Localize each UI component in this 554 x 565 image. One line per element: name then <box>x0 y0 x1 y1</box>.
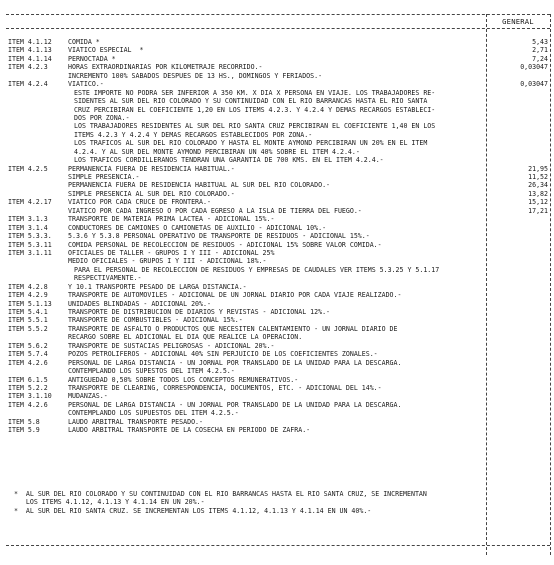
table-row <box>8 300 552 308</box>
item-code: ITEM 4.2.9 <box>8 291 48 300</box>
item-value: 2,71 <box>532 46 548 55</box>
item-description: DOS POR ZONA.- <box>74 113 130 122</box>
item-description: TRANSPORTE DE SUSTACIAS PELIGROSAS - ADICIONAL 20%.- <box>68 341 275 350</box>
item-code: ITEM 5.2.2 <box>8 383 48 392</box>
item-description: PERMANENCIA FUERA DE RESIDENCIA HABITUAL AL SUR DEL RIO COLORADO.- <box>68 181 331 190</box>
item-code: ITEM 5.4.1 <box>8 308 48 316</box>
table-row <box>8 215 552 223</box>
table-row <box>8 359 552 367</box>
item-description: POZOS PETROLIFEROS - ADICIONAL 40% SIN PERJUICIO DE LOS COEFICIENTES ZONALES.- <box>68 350 378 359</box>
table-row <box>8 232 552 240</box>
table-row <box>8 325 552 333</box>
item-description: VIATICO ESPECIAL * <box>68 46 144 55</box>
item-description: SIDENTES AL SUR DEL RIO COLORADO Y SU CONTINUIDAD CON EL RIO BARRANCAS HASTA EL RIO SANTA <box>74 97 428 106</box>
item-code: ITEM 5.1.13 <box>8 299 52 308</box>
item-description: HORAS EXTRAORDINARIAS POR KILOMETRAJE RECORRIDO.- <box>68 63 263 72</box>
item-description: MEDIO OFICIALES - GRUPOS I Y III - ADICIONAL 18%.- <box>68 257 267 266</box>
item-description: RESPECTIVAMENTE.- <box>74 274 142 283</box>
item-code: ITEM 5.7.4 <box>8 350 48 359</box>
item-description: PERMANENCIA FUERA DE RESIDENCIA HABITUAL.- <box>68 164 235 173</box>
table-row <box>8 46 552 54</box>
item-code: ITEM 5.9 <box>8 426 40 435</box>
table-row <box>8 274 552 282</box>
item-code: ITEM 3.1.4 <box>8 223 48 232</box>
item-description: UNIDADES BLINDADAS - ADICIONAL 20%.- <box>68 299 211 308</box>
table-row <box>8 291 552 299</box>
table-row <box>8 367 552 375</box>
item-description: VIATICO.- <box>68 80 104 89</box>
item-code: ITEM 5.6.2 <box>8 341 48 350</box>
item-description: SIMPLE PRESENCIA AL SUR DEL RIO COLORADO.- <box>68 189 235 198</box>
item-description: TRANSPORTE DE COMBUSTIBLES - ADICIONAL 15%.- <box>68 316 243 325</box>
item-description: CONTEMPLANDO LOS SUPUESTOS DEL ITEM 4.2.5.- <box>68 409 239 418</box>
table-row <box>8 72 552 80</box>
table-row <box>8 392 552 400</box>
item-code: ITEM 6.1.5 <box>8 375 48 384</box>
header-rule <box>6 28 550 29</box>
table-row <box>8 131 552 139</box>
table-row <box>8 401 552 409</box>
table-row <box>8 148 552 156</box>
item-description: ESTE IMPORTE NO PODRA SER INFERIOR A 350 KM. X DIA X PERSONA EN VIAJE. LOS TRABAJADORES RE- <box>74 88 436 97</box>
item-description: LOS TRABAJADORES RESIDENTES AL SUR DEL RIO SANTA CRUZ PERCIBIRAN EL COEFICIENTE 1,40 EN LOS <box>74 122 436 131</box>
item-code: ITEM 5.3.3. <box>8 232 52 241</box>
item-code: ITEM 4.2.6 <box>8 400 48 409</box>
table-row <box>8 283 552 291</box>
item-description: TRANSPORTE DE MATERIA PRIMA LACTEA - ADICIONAL 15%.- <box>68 215 275 224</box>
item-description: CONTEMPLANDO LOS SUPESTOS DEL ITEM 4.2.5.- <box>68 367 235 376</box>
item-description: LAUDO ARBITRAL TRANSPORTE PESADO.- <box>68 417 203 426</box>
item-description: TRANSPORTE DE DISTRIBUCION DE DIARIOS Y REVISTAS - ADICIONAL 12%.- <box>68 308 331 316</box>
table-row <box>8 249 552 257</box>
item-description: CONDUCTORES DE CAMIONES O CAMIONETAS DE AUXILIO - ADICIONAL 10%.- <box>68 223 327 232</box>
item-description: TRANSPORTE DE AUTOMOVILES - ADICIONAL DE UN JORNAL DIARIO POR CADA VIAJE REALIZADO.- <box>68 291 402 300</box>
footnote-line: LOS ITEMS 4.1.12, 4.1.13 Y 4.1.14 EN UN 20%.- <box>14 498 205 507</box>
item-description: 5.3.6 Y 5.3.8 PERSONAL OPERATIVO DE TRANSPORTE DE RESIDUOS - ADICIONAL 15%.- <box>68 232 370 241</box>
item-value: 13,82 <box>528 189 548 198</box>
table-row <box>8 190 552 198</box>
footnote-line: * AL SUR DEL RIO COLORADO Y SU CONTINUIDAD CON EL RIO BARRANCAS HASTA EL RIO SANTA CRUZ, SE INCREMENTAN <box>14 490 427 498</box>
table-row <box>8 350 552 358</box>
table-row <box>8 224 552 232</box>
table-row <box>8 198 552 206</box>
item-code: ITEM 3.1.11 <box>8 248 52 257</box>
table-row <box>8 106 552 114</box>
item-description: MUDANZAS.- <box>68 392 108 401</box>
item-code: ITEM 4.2.8 <box>8 282 48 291</box>
item-description: COMIDA * <box>68 38 100 46</box>
item-code: ITEM 4.1.13 <box>8 46 52 55</box>
item-value: 0,03047 <box>520 80 548 89</box>
item-code: ITEM 4.2.4 <box>8 80 48 89</box>
item-value: 7,24 <box>532 54 548 63</box>
table-row <box>8 139 552 147</box>
table-row <box>8 89 552 97</box>
item-value: 5,43 <box>532 38 548 46</box>
item-description: LOS TRAFICOS AL SUR DEL RIO COLORADO Y HASTA EL MONTE AYMOND PERCIBIRAN UN 20% EN EL ITEM <box>74 139 428 148</box>
item-description: PERSONAL DE LARGA DISTANCIA - UN JORNAL POR TRANSLADO DE LA UNIDAD PARA LA DESCARGA. <box>68 400 402 409</box>
item-description: TRANSPORTE DE ASFALTO O PRODUCTOS QUE NECESITEN CALENTAMIENTO - UN JORNAL DIARIO DE <box>68 324 398 333</box>
item-code: ITEM 5.3.11 <box>8 240 52 249</box>
item-code: ITEM 5.8 <box>8 417 40 426</box>
item-value: 15,12 <box>528 198 548 207</box>
table-row <box>8 384 552 392</box>
table-row <box>8 165 552 173</box>
item-description: Y 10.1 TRANSPORTE PESADO DE LARGA DISTANCIA.- <box>68 282 247 291</box>
item-value: 21,95 <box>528 164 548 173</box>
item-description: TRANSPORTE DE CLEARING, CORRESPONDENCIA, DOCUMENTOS, ETC. - ADICIONAL DEL 14%.- <box>68 383 382 392</box>
item-table <box>8 38 552 435</box>
item-code: ITEM 5.5.2 <box>8 324 48 333</box>
item-value: 17,21 <box>528 206 548 215</box>
table-row <box>8 114 552 122</box>
table-row <box>8 63 552 71</box>
item-code: ITEM 4.1.14 <box>8 54 52 63</box>
table-row <box>8 308 552 316</box>
footnotes <box>14 490 544 515</box>
table-row <box>8 418 552 426</box>
table-row <box>8 156 552 164</box>
bottom-rule <box>6 545 550 546</box>
table-row <box>8 207 552 215</box>
table-row <box>8 173 552 181</box>
item-code: ITEM 3.1.10 <box>8 392 52 401</box>
item-description: ANTIGUEDAD 0,50% SOBRE TODOS LOS CONCEPTOS REMUNERATIVOS.- <box>68 375 299 384</box>
item-description: VIATICO POR CADA CRUCE DE FRONTERA.- <box>68 198 211 207</box>
footnote-line: * AL SUR DEL RIO SANTA CRUZ. SE INCREMENTAN LOS ITEMS 4.1.12, 4.1.13 Y 4.1.14 EN UN 40%.- <box>14 506 372 515</box>
column-header-general: GENERAL <box>502 17 534 26</box>
item-description: CRUZ PERCIBIRAN EL COEFICIENTE 1,20 EN LOS ITEMS 4.2.3. Y 4.2.4 Y DEMAS RECARGOS ESTABLECI- <box>74 105 436 114</box>
item-code: ITEM 5.5.1 <box>8 316 48 325</box>
table-row <box>8 257 552 265</box>
item-description: LOS TRAFICOS CORDILLERANOS TENDRAN UNA GARANTIA DE 700 KMS. EN EL ITEM 4.2.4.- <box>74 156 384 165</box>
item-description: 4.2.4. Y AL SUR DEL MONTE AYMOND PERCIBIRAN UN 40% SOBRE EL ITEM 4.2.4.- <box>74 147 360 156</box>
table-row <box>8 181 552 189</box>
table-row <box>8 333 552 341</box>
item-description: SIMPLE PRESENCIA.- <box>68 173 140 181</box>
table-row <box>8 376 552 384</box>
table-row <box>8 316 552 324</box>
table-row <box>8 409 552 417</box>
table-row <box>8 55 552 63</box>
table-row <box>8 80 552 88</box>
item-value: 26,34 <box>528 181 548 190</box>
item-description: LAUDO ARBITRAL TRANSPORTE DE LA COSECHA EN PERIODO DE ZAFRA.- <box>68 426 311 435</box>
item-description: ITEMS 4.2.3 Y 4.2.4 Y DEMAS RECARGOS ESTABLECIDOS POR ZONA.- <box>74 130 313 139</box>
item-description: INCREMENTO 100% SABADOS DESPUES DE 13 HS., DOMINGOS Y FERIADOS.- <box>68 71 323 80</box>
table-row <box>8 342 552 350</box>
item-description: PERNOCTADA * <box>68 54 116 63</box>
item-description: COMIDA PERSONAL DE RECOLECCION DE RESIDUOS - ADICIONAL 15% SOBRE VALOR COMIDA.- <box>68 240 382 249</box>
table-row <box>8 241 552 249</box>
item-code: ITEM 4.2.6 <box>8 358 48 367</box>
item-code: ITEM 4.2.3 <box>8 63 48 72</box>
item-description: VIATICO POR CADA INGRESO O POR CADA EGRESO A LA ISLA DE TIERRA DEL FUEGO.- <box>68 206 362 215</box>
item-code: ITEM 4.2.5 <box>8 164 48 173</box>
item-description: RECARGO SOBRE EL ADICIONAL EL DIA QUE REALICE LA OPERACION. <box>68 333 303 342</box>
top-rule <box>6 14 550 15</box>
item-description: PERSONAL DE LARGA DISTANCIA - UN JORNAL POR TRANSLADO DE LA UNIDAD PARA LA DESCARGA. <box>68 358 402 367</box>
table-row <box>8 122 552 130</box>
table-row <box>8 38 552 46</box>
item-code: ITEM 4.1.12 <box>8 38 52 46</box>
table-row <box>8 97 552 105</box>
item-description: PARA EL PERSONAL DE RECOLECCION DE RESIDUOS Y EMPRESAS DE CAUDALES VER ITEMS 5.3.25 Y 5.1.17 <box>74 265 440 274</box>
table-row <box>8 426 552 434</box>
table-row <box>8 266 552 274</box>
item-code: ITEM 3.1.3 <box>8 215 48 224</box>
item-value: 0,03047 <box>520 63 548 72</box>
item-value: 11,52 <box>528 173 548 181</box>
item-code: ITEM 4.2.17 <box>8 198 52 207</box>
item-description: OFICIALES DE TALLER - GRUPOS I Y III - ADICIONAL 25% <box>68 248 275 257</box>
